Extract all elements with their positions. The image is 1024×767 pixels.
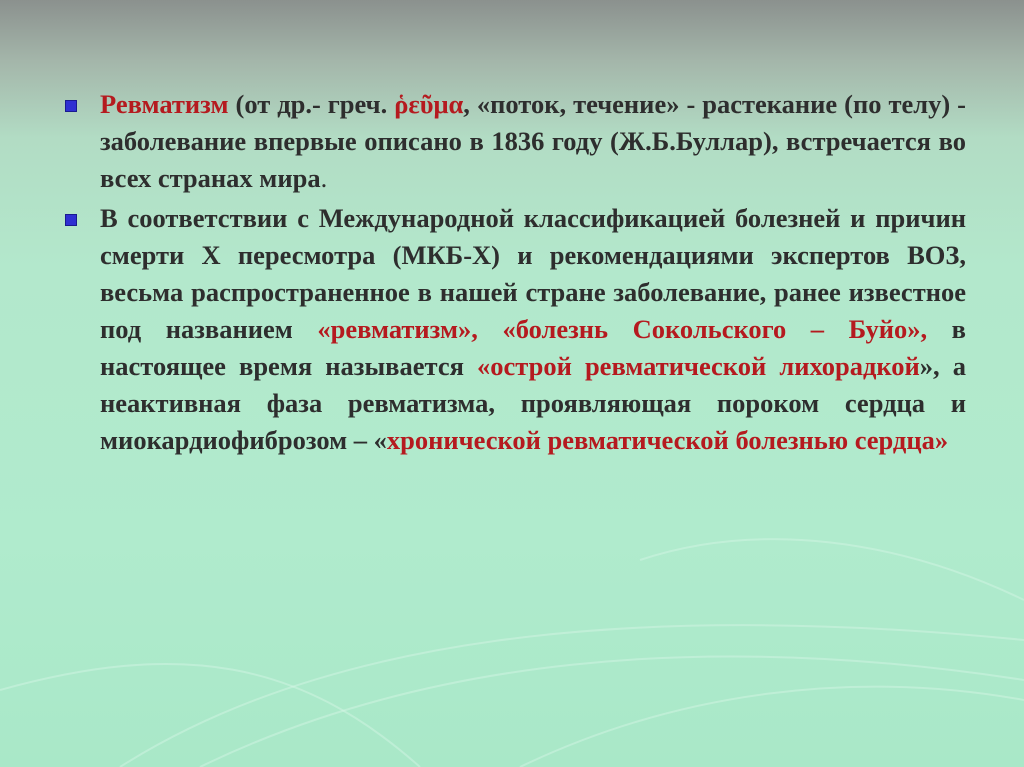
- term-rheumatism: Ревматизм: [100, 89, 229, 119]
- text-segment: (от др.- греч.: [228, 89, 395, 119]
- highlight-acute-rheumatic-fever: «острой ревматической лихорадкой: [477, 351, 920, 381]
- highlight-chronic-heart-disease: хронической ревматической болезнью сердца»: [386, 425, 949, 455]
- text-segment: , «поток, течение» - растекание (по телу) - заболевание впервые описано в 1836 году (Ж.Б.Буллар), встречается во всех странах мира: [100, 89, 967, 193]
- list-item: [62, 200, 966, 459]
- square-bullet-icon: [65, 100, 77, 112]
- slide-content: [62, 86, 966, 462]
- paragraph-classification: [100, 200, 966, 459]
- square-bullet-icon: [65, 214, 77, 226]
- paragraph-rheumatism-definition: [100, 86, 966, 197]
- text-segment: в настоящее время называется: [100, 314, 966, 381]
- highlight-former-names: «ревматизм», «болезнь Сокольского – Буйо»,: [317, 314, 928, 344]
- text-segment: », а неактивная фаза ревматизма, проявляющая пороком сердца и миокардиофиброзом – «: [100, 351, 967, 455]
- text-segment: В соответствии с Международной классификацией болезней и причин смерти Х пересмотра (МКБ-Х) и рекомендациями экспертов ВОЗ, весьма распространенное в нашей стране заболевание, ранее известное под названием: [100, 203, 966, 344]
- list-item: [62, 86, 966, 197]
- text-segment: .: [320, 163, 328, 193]
- greek-word: ῥεῦμα: [394, 89, 464, 119]
